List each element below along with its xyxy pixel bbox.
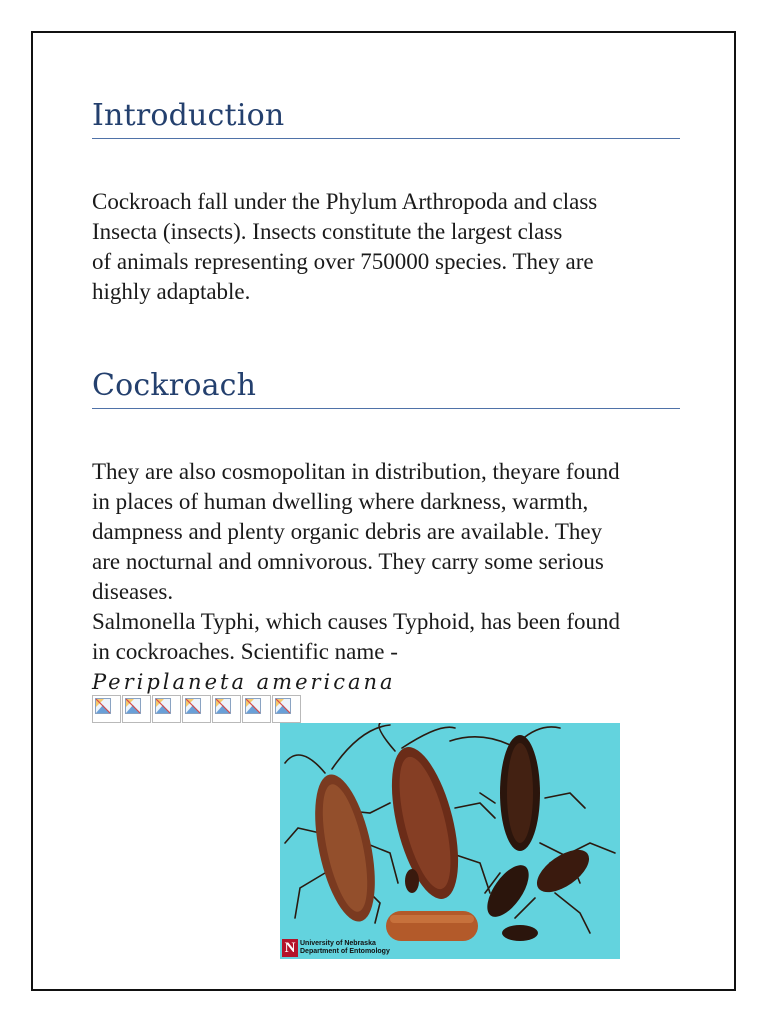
broken-image-icon[interactable] [122,695,151,723]
text-line: Cockroach fall under the Phylum Arthropoda and class [92,189,598,214]
broken-image-icon[interactable] [212,695,241,723]
paragraph-cockroach [92,457,680,697]
document-page [31,31,736,991]
text-line: in places of human dwelling where darkness, warmth, [92,489,589,514]
broken-image-icon[interactable] [242,695,271,723]
text-line: highly adaptable. [92,279,251,304]
cockroach-photo [280,723,620,959]
broken-image-icon[interactable] [92,695,121,723]
text-line: of animals representing over 750000 species. They are [92,249,594,274]
text-line: diseases. [92,579,174,604]
paragraph-introduction [92,187,680,307]
university-logo [282,939,390,957]
broken-image-icon[interactable] [182,695,211,723]
broken-image-icon[interactable] [272,695,301,723]
logo-text [300,940,390,956]
text-line: are nocturnal and omnivorous. They carry some serious [92,549,604,574]
logo-letter: N [282,939,298,957]
cockroach-illustration [280,723,620,959]
text-line: Insecta (insects). Insects constitute the largest class [92,219,563,244]
broken-image-icon[interactable] [152,695,181,723]
text-line: dampness and plenty organic debris are available. They [92,519,603,544]
text-line: They are also cosmopolitan in distribution, theyare found [92,459,620,484]
text-line: in cockroaches. Scientific name - [92,639,398,664]
broken-image-row [92,695,302,723]
logo-line-2: Department of Entomology [300,948,390,955]
logo-line-1: University of Nebraska [300,940,376,947]
heading-introduction: Introduction [92,99,680,139]
text-line: Salmonella Typhi, which causes Typhoid, has been found [92,609,621,634]
scientific-name: Periplaneta americana [92,670,396,694]
heading-cockroach: Cockroach [92,369,680,409]
